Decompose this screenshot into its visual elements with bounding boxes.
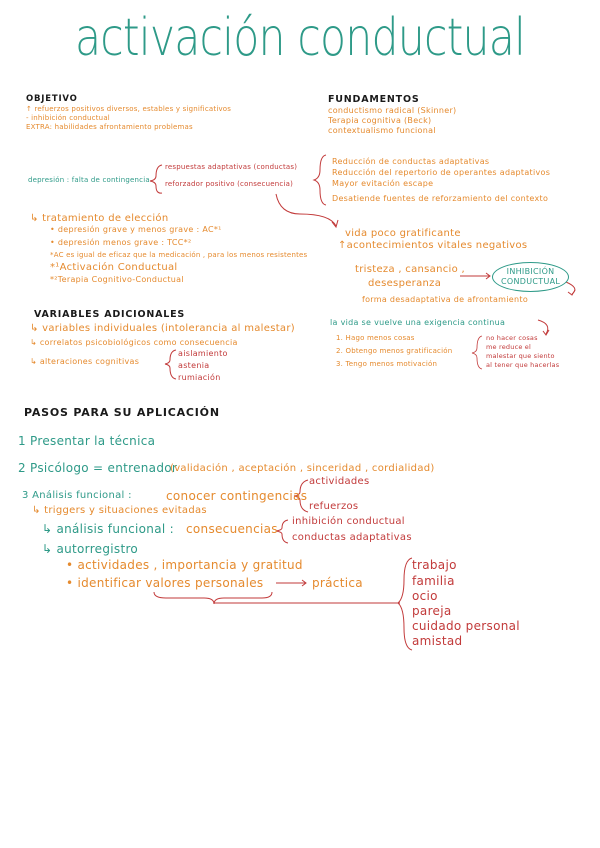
- ciclo-line-5: forma desadaptativa de afrontamiento: [362, 295, 529, 304]
- variables-item-3: ↳ alteraciones cognitivas: [30, 357, 140, 366]
- contingencia-1: actividades: [309, 476, 370, 487]
- consecuencia-2: conductas adaptativas: [292, 532, 412, 543]
- fundamentos-line-2: Terapia cognitiva (Beck): [328, 116, 432, 125]
- exigencia-heading: la vida se vuelve una exigencia continua: [330, 318, 506, 327]
- cognitiva-1: aislamiento: [178, 349, 228, 358]
- valor-5: cuidado personal: [412, 619, 520, 633]
- objetivo-line-3: EXTRA: habilidades afrontamiento problemas: [26, 123, 193, 131]
- depresion-effect-4: Desatiende fuentes de reforzamiento del contexto: [332, 194, 549, 203]
- tratamiento-note: *AC es igual de eficaz que la medicación , para los menos resistentes: [50, 251, 308, 259]
- pasos-step-2a: 2 Psicólogo = entrenador: [18, 461, 178, 475]
- consecuencia-1: inhibición conductual: [292, 516, 405, 527]
- objetivo-line-1: ↑ refuerzos positivos diversos, estables y significativos: [26, 105, 232, 113]
- pasos-step-1: 1 Presentar la técnica: [18, 434, 156, 448]
- exigencia-item-3: 3. Tengo menos motivación: [336, 360, 438, 368]
- pasos-bullet-1: • actividades , importancia y gratitud: [66, 558, 303, 572]
- objetivo-line-2: - inhibición conductual: [26, 114, 110, 122]
- exigencia-note-4: al tener que hacerlas: [486, 361, 560, 369]
- exigencia-item-2: 2. Obtengo menos gratificación: [336, 347, 453, 355]
- depresion-effect-2: Reducción del repertorio de operantes adaptativos: [332, 168, 551, 177]
- bubble-line-2: CONDUCTUAL: [501, 277, 561, 286]
- tratamiento-heading: ↳ tratamiento de elección: [30, 213, 169, 224]
- valor-4: pareja: [412, 604, 452, 618]
- valor-3: ocio: [412, 589, 438, 603]
- valor-1: trabajo: [412, 558, 457, 572]
- depresion-effect-3: Mayor evitación escape: [332, 179, 434, 188]
- tratamiento-footnote-1: *¹Activación Conductual: [50, 262, 178, 273]
- exigencia-item-1: 1. Hago menos cosas: [336, 334, 415, 342]
- objetivo-heading: OBJETIVO: [26, 94, 78, 104]
- variables-heading: VARIABLES ADICIONALES: [34, 309, 186, 320]
- page-title: activación conductual: [74, 8, 526, 68]
- tratamiento-footnote-2: *²Terapia Cognitivo-Conductual: [50, 275, 184, 284]
- pasos-step-2b: (validación , aceptación , sinceridad , cordialidad): [170, 463, 435, 474]
- tratamiento-item-2: • depresión menos grave : TCC*²: [50, 238, 192, 247]
- depresion-effect-1: Reducción de conductas adaptativas: [332, 157, 490, 166]
- pasos-bullet-2a: • identificar valores personales: [66, 576, 264, 590]
- pasos-triggers: ↳ triggers y situaciones evitadas: [32, 505, 207, 516]
- ciclo-line-3: tristeza , cansancio ,: [355, 264, 465, 275]
- bubble-line-1: INHIBICIÓN: [506, 267, 555, 276]
- pasos-bullet-2b: práctica: [312, 576, 363, 590]
- valor-2: familia: [412, 574, 455, 588]
- pasos-heading: PASOS PARA SU APLICACIÓN: [24, 406, 220, 419]
- pasos-autorregistro: ↳ autorregistro: [42, 542, 139, 556]
- fundamentos-heading: FUNDAMENTOS: [328, 94, 420, 105]
- exigencia-note-2: me reduce el: [486, 343, 532, 351]
- depresion-branch-1: respuestas adaptativas (conductas): [165, 163, 298, 171]
- inhibicion-conductual-bubble: [492, 262, 569, 292]
- variables-item-1: ↳ variables individuales (intolerancia al malestar): [30, 323, 295, 334]
- pasos-consecuencias-a: ↳ análisis funcional :: [42, 522, 174, 536]
- ciclo-line-4: desesperanza: [368, 278, 442, 289]
- exigencia-note-1: no hacer cosas: [486, 334, 538, 342]
- cognitiva-2: astenia: [178, 361, 210, 370]
- contingencia-2: refuerzos: [309, 501, 359, 512]
- ciclo-line-2: ↑acontecimientos vitales negativos: [338, 240, 528, 251]
- fundamentos-line-3: contextualismo funcional: [328, 126, 436, 135]
- ciclo-line-1: vida poco gratificante: [345, 228, 461, 239]
- tratamiento-item-1: • depresión grave y menos grave : AC*¹: [50, 225, 222, 234]
- variables-item-2: ↳ correlatos psicobiológicos como consecuencia: [30, 338, 238, 347]
- pasos-consecuencias-b: consecuencias: [186, 522, 278, 536]
- pasos-step-3b: conocer contingencias: [166, 489, 308, 503]
- valor-6: amistad: [412, 634, 463, 648]
- depresion-label: depresión : falta de contingencia: [28, 176, 150, 184]
- cognitiva-3: rumiación: [178, 373, 221, 382]
- depresion-branch-2: reforzador positivo (consecuencia): [165, 180, 294, 188]
- pasos-step-3a: 3 Análisis funcional :: [22, 490, 132, 501]
- exigencia-note-3: malestar que siento: [486, 352, 555, 360]
- fundamentos-line-1: conductismo radical (Skinner): [328, 106, 457, 115]
